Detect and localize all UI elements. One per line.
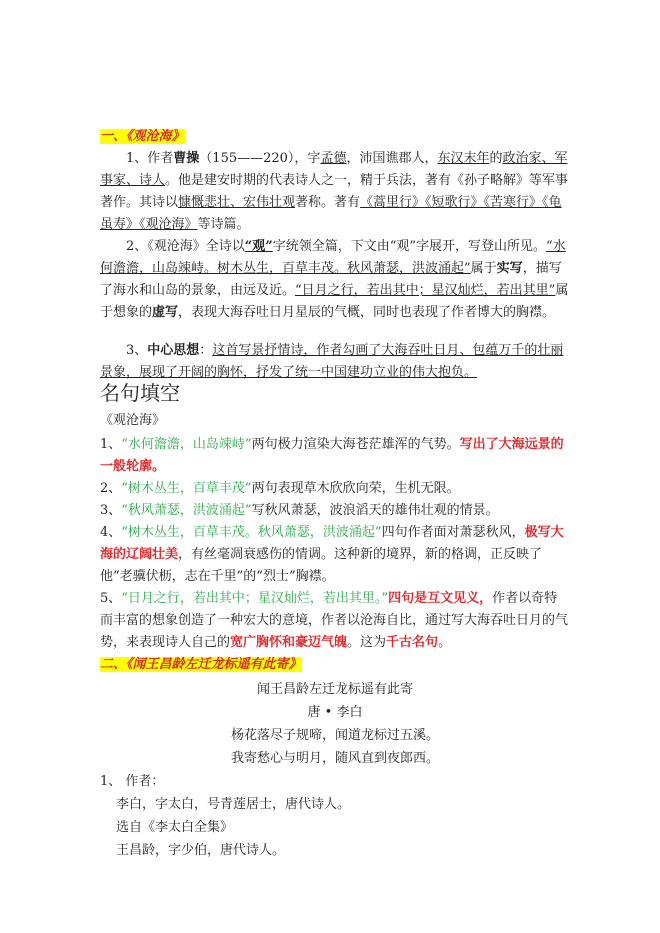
item-highlight: 极写大海的辽阔壮美 xyxy=(100,525,564,562)
paragraph-3 xyxy=(100,340,570,384)
section-1 xyxy=(100,126,570,148)
p2-text-f: ，表现大海吞吐日月星辰的气概，同时也表现了作者博大的胸襟。 xyxy=(178,305,556,320)
paragraph-1 xyxy=(100,148,570,236)
real-writing: 实写 xyxy=(496,261,523,276)
author-era: 东汉末年 xyxy=(437,151,490,166)
p1-text-b: （155——220），字 xyxy=(199,151,321,166)
p3-text-b: ： xyxy=(199,343,213,358)
p3-text-a: 3、 xyxy=(126,343,148,358)
poem-author: 唐 • 李白 xyxy=(307,705,363,720)
item-text: 四句作者面对萧瑟秋风， xyxy=(381,525,525,540)
p2-text-b: 字统领全篇，下文由“观”字展开，写登山所见。 xyxy=(272,239,547,254)
poem-line-2: 我寄愁心与明月，随风直到夜郎西。 xyxy=(230,751,439,766)
item-text: 两句表现草木欣欣向荣，生机无限。 xyxy=(251,481,460,496)
item-highlight: 写出了大海远景的一般轮廓。 xyxy=(100,437,564,474)
item-quote: “日月之行，若出其中；星汉灿烂，若出其里。” xyxy=(121,591,389,606)
poem-line-1: 杨花落尽子规啼，闻道龙标过五溪。 xyxy=(230,728,439,743)
item-text-b: 。这为 xyxy=(347,635,387,650)
item-number: 5、 xyxy=(100,591,122,606)
poem-title: 闻王昌龄左迁龙标遥有此寄 xyxy=(256,682,413,697)
fill-item-2 xyxy=(100,478,570,500)
poetry-style: 慷慨悲壮、宏伟壮观 xyxy=(178,195,296,210)
p1-text-c: ，沛国谯郡人， xyxy=(346,151,438,166)
p2-text-a: 2、《观沧海》全诗以 xyxy=(126,239,245,254)
p2-text-d: ，描写了海水和山岛的景象，由远及近。 xyxy=(100,261,562,298)
item-quote: “秋风萧瑟，洪波涌起” xyxy=(121,503,252,518)
section-1-heading: 一、《观沧海》 xyxy=(100,129,185,144)
p2-text-c: 属于 xyxy=(470,261,497,276)
item-number: 2、 xyxy=(100,481,122,496)
item-quote: “树木丛生，百草丰茂。秋风萧瑟，洪波涌起” xyxy=(121,525,382,540)
guan-keyword: “观” xyxy=(244,239,273,254)
fill-item-1 xyxy=(100,434,570,478)
item-quote: “树木丛生，百草丰茂” xyxy=(121,481,252,496)
item-text: 两句极力渲染大海苍茫雄浑的气势。 xyxy=(251,437,460,452)
p1-text-d: 的 xyxy=(489,151,503,166)
p2-quote-2: “日月之行，若出其中；星汉灿烂，若出其里” xyxy=(295,283,556,298)
author-label: 1、 作者： xyxy=(100,774,165,789)
item-text: 写秋风萧瑟，波浪滔天的雄伟壮观的情景。 xyxy=(251,503,499,518)
p1-text-a: 1、作者 xyxy=(126,151,174,166)
imaginary-writing: 虚写 xyxy=(152,305,179,320)
paragraph-2 xyxy=(100,236,570,324)
item-highlight-2: 宽广胸怀和豪迈气魄 xyxy=(230,635,348,650)
item-highlight-3: 千古名句 xyxy=(386,635,439,650)
p2-quote-1: “水何澹澹，山岛竦峙。树木丛生，百草丰茂。秋风萧瑟，洪波涌起” xyxy=(100,239,566,276)
item-number: 1、 xyxy=(100,437,122,452)
section-2 xyxy=(100,654,570,862)
fill-heading: 名句填空 xyxy=(100,381,180,405)
poetry-works: 《蒿里行》《短歌行》《苦寒行》《龟虽寿》《观沧海》 xyxy=(100,195,562,232)
fill-item-5 xyxy=(100,588,570,654)
author-name: 曹操 xyxy=(173,151,200,166)
p1-text-f: 著称。著有 xyxy=(295,195,361,210)
author-bio-1: 李白，字太白，号青莲居士，唐代诗人。 xyxy=(116,797,351,812)
author-role: 政治家、军事家、诗人 xyxy=(100,151,568,188)
item-text-c: 。 xyxy=(438,635,452,650)
fill-poem-title: 《观沧海》 xyxy=(100,413,166,428)
fill-item-4 xyxy=(100,522,570,588)
courtesy-name: 孟德 xyxy=(320,151,347,166)
central-idea-text: 这首写景抒情诗，作者勾画了大海吞吐日月、包蕴万千的壮丽景象，展现了开阔的胸怀，抒发了统一中国建功立业的伟大抱负。 xyxy=(100,343,564,380)
fill-section xyxy=(100,380,570,654)
item-number: 3、 xyxy=(100,503,122,518)
section-2-heading: 二、《闻王昌龄左迁龙标遥有此寄》 xyxy=(100,657,302,672)
central-idea-label: 中心思想 xyxy=(147,343,200,358)
item-highlight: 四句是互文见义， xyxy=(388,591,493,606)
fill-item-3 xyxy=(100,500,570,522)
item-quote: “水何澹澹，山岛竦峙” xyxy=(121,437,252,452)
p1-text-e: 。他是建安时期的代表诗人之一，精于兵法，著有《孙子略解》等军事著作。其诗以 xyxy=(100,173,569,210)
item-number: 4、 xyxy=(100,525,122,540)
item-text: 作者以奇特而丰富的想象创造了一种宏大的意境，作者以沧海自比，通过写大海吞吐日月的气势，来表现诗人自己的 xyxy=(100,591,569,650)
author-bio-2: 选自《李太白全集》 xyxy=(116,820,234,835)
p2-text-e: 属于想象的 xyxy=(100,283,569,320)
p1-text-g: 等诗篇。 xyxy=(197,217,250,232)
author-bio-3: 王昌龄，字少伯，唐代诗人。 xyxy=(116,843,286,858)
item-text-b: ，有丝毫凋衰感伤的情调。这种新的境界，新的格调，正反映了他“老骥伏枥，志在千里”的“烈士”胸襟。 xyxy=(100,547,543,584)
